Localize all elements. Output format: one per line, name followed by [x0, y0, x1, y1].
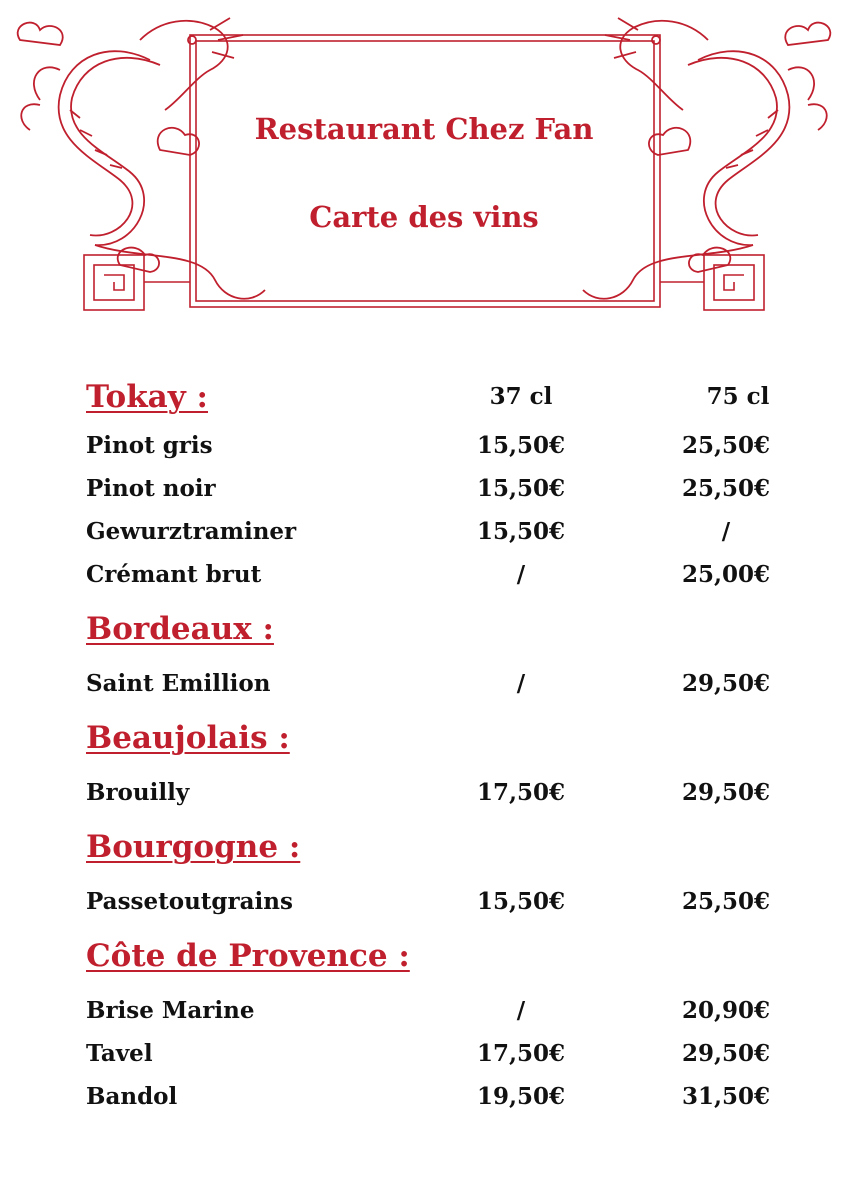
wine-row: [86, 424, 806, 467]
wine-list: [86, 376, 806, 1118]
price-37cl: 17,50€: [476, 779, 566, 806]
header-ornament: [0, 0, 848, 330]
wine-name: Bandol: [86, 1083, 178, 1110]
wine-name: Tavel: [86, 1040, 153, 1067]
menu-title: Carte des vins: [309, 200, 539, 234]
wine-row: [86, 1075, 806, 1118]
wine-name: Brise Marine: [86, 997, 255, 1024]
wine-name: Passetoutgrains: [86, 888, 293, 915]
price-75cl: 25,50€: [681, 475, 771, 502]
price-37cl: 17,50€: [476, 1040, 566, 1067]
wine-row: [86, 989, 806, 1032]
section-title-cote-de-provence: Côte de Provence :: [86, 938, 410, 974]
wine-row: [86, 880, 806, 923]
dragon-right-icon: [583, 18, 830, 299]
fret-right: [660, 255, 764, 310]
section-title-tokay: [86, 376, 806, 418]
price-37cl: /: [516, 670, 526, 697]
wine-name: Pinot gris: [86, 432, 213, 459]
restaurant-name: Restaurant Chez Fan: [254, 112, 594, 146]
price-75cl: 25,50€: [681, 432, 771, 459]
price-75cl: 29,50€: [681, 1040, 771, 1067]
wine-row: [86, 771, 806, 814]
price-37cl: 15,50€: [476, 432, 566, 459]
price-37cl: 19,50€: [476, 1083, 566, 1110]
wine-name: Saint Emillion: [86, 670, 271, 697]
section-title-bourgogne: Bourgogne :: [86, 829, 301, 865]
wine-row: [86, 467, 806, 510]
column-header-37cl: 37 cl: [489, 383, 553, 410]
wine-name: Brouilly: [86, 779, 190, 806]
price-37cl: 15,50€: [476, 888, 566, 915]
price-37cl: 15,50€: [476, 518, 566, 545]
section-label: Tokay :: [86, 379, 209, 415]
wine-name: Gewurztraminer: [86, 518, 297, 545]
frame-outer: [190, 35, 660, 307]
wine-row: [86, 510, 806, 553]
wine-row: [86, 1032, 806, 1075]
price-75cl: /: [721, 518, 731, 545]
dragon-left-icon: [18, 18, 265, 299]
column-header-75cl: 75 cl: [706, 383, 770, 410]
wine-name: Crémant brut: [86, 561, 262, 588]
price-75cl: 20,90€: [681, 997, 771, 1024]
price-37cl: 15,50€: [476, 475, 566, 502]
price-37cl: /: [516, 997, 526, 1024]
frame-inner: [196, 41, 654, 301]
price-75cl: 29,50€: [681, 779, 771, 806]
section-title-bordeaux: Bordeaux :: [86, 611, 274, 647]
wine-name: Pinot noir: [86, 475, 216, 502]
wine-row: [86, 662, 806, 705]
wine-row: [86, 553, 806, 596]
price-75cl: 29,50€: [681, 670, 771, 697]
price-75cl: 25,00€: [681, 561, 771, 588]
price-37cl: /: [516, 561, 526, 588]
section-title-beaujolais: Beaujolais :: [86, 720, 290, 756]
price-75cl: 25,50€: [681, 888, 771, 915]
fret-left: [84, 255, 190, 310]
price-75cl: 31,50€: [681, 1083, 771, 1110]
